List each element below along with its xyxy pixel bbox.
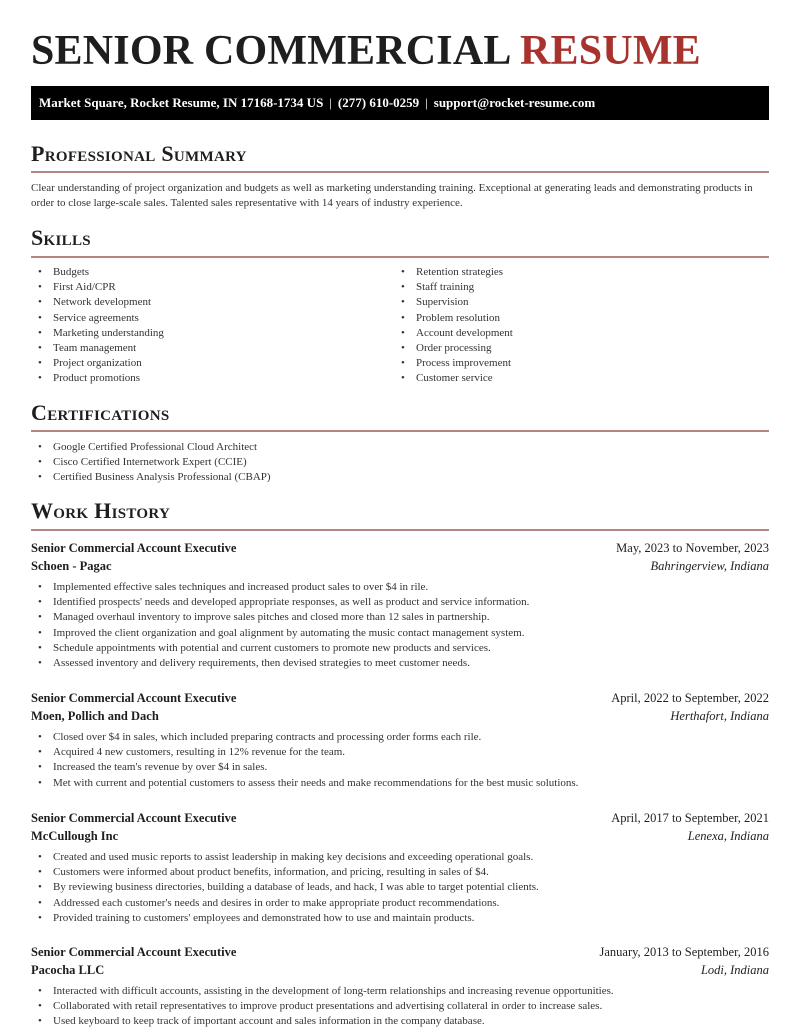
- job-company: Schoen - Pagac: [31, 559, 112, 573]
- skill-item: • Problem resolution: [394, 311, 513, 326]
- job-dates: April, 2022 to September, 2022: [611, 691, 769, 705]
- job-location: Lenexa, Indiana: [687, 829, 769, 843]
- job-bullet: • Met with current and potential customers to assess their needs and make recommendations for the best music solutions.: [31, 776, 578, 791]
- section-heading-work-history: Work History: [31, 498, 171, 523]
- summary-text: Clear understanding of project organization and budgets as well as marketing understanding training. Exceptional at generating leads and demonstrating products in order to close large-scale sales. Talented sales representative with 14 years of industry experience.: [31, 182, 753, 209]
- skill-item: • Process improvement: [394, 356, 513, 371]
- skill-item: • Project organization: [31, 356, 164, 371]
- job-bullet: • Acquired 4 new customers, resulting in 12% revenue for the team.: [31, 745, 578, 760]
- job-bullet: • Collaborated with retail representatives to improve product presentations and advertising collateral in order to increase sales.: [31, 999, 614, 1014]
- title-main: SENIOR COMMERCIAL: [31, 28, 510, 74]
- job-bullet: • Used keyboard to keep track of important account and sales information in the company database.: [31, 1014, 614, 1029]
- skill-item: • Account development: [394, 326, 513, 341]
- contact-phone[interactable]: (277) 610-0259: [337, 95, 420, 110]
- job-location: Herthafort, Indiana: [670, 709, 769, 723]
- skill-item: • Network development: [31, 295, 164, 310]
- skill-item: • Retention strategies: [394, 265, 513, 280]
- skill-item: • Budgets: [31, 265, 164, 280]
- skills-list-left: [31, 265, 164, 387]
- contact-email[interactable]: support@rocket-resume.com: [433, 95, 596, 110]
- skill-item: • Team management: [31, 341, 164, 356]
- job-location: Bahringerview, Indiana: [650, 559, 769, 573]
- job-bullet: • Schedule appointments with potential and current customers to promote new products and services.: [31, 641, 529, 656]
- job-bullets: [31, 850, 539, 926]
- job-bullet: • Improved the client organization and goal alignment by automating the music contact management system.: [31, 626, 529, 641]
- skill-item: • Service agreements: [31, 311, 164, 326]
- skill-item: • Staff training: [394, 280, 513, 295]
- skill-item: • First Aid/CPR: [31, 280, 164, 295]
- job-bullet: • Assessed inventory and delivery requirements, then devised strategies to meet customer needs.: [31, 656, 529, 671]
- job-bullets: [31, 984, 614, 1030]
- skill-item: • Order processing: [394, 341, 513, 356]
- job-bullet: • Implemented effective sales techniques and increased product sales to over $4 in rile.: [31, 580, 529, 595]
- job-company: McCullough Inc: [31, 829, 119, 843]
- job-bullet: • By reviewing business directories, building a database of leads, and hack, I was able to target potential clients.: [31, 880, 539, 895]
- job-title: Senior Commercial Account Executive: [31, 945, 237, 959]
- contact-separator: |: [425, 95, 428, 110]
- contact-separator: |: [329, 95, 332, 110]
- skill-item: • Product promotions: [31, 371, 164, 386]
- job-bullet: • Increased the team's revenue by over $4 in sales.: [31, 760, 578, 775]
- job-bullets: [31, 730, 578, 791]
- certification-item: • Google Certified Professional Cloud Architect: [31, 440, 271, 455]
- certifications-list: [31, 440, 271, 486]
- skill-item: • Supervision: [394, 295, 513, 310]
- section-heading-skills: Skills: [31, 225, 91, 250]
- job-bullet: • Managed overhaul inventory to improve sales pitches and closed more than 12 sales in partnership.: [31, 610, 529, 625]
- job-bullet: • Addressed each customer's needs and desires in order to make appropriate product recommendations.: [31, 896, 539, 911]
- contact-bar: [31, 86, 769, 120]
- job-bullet: • Interacted with difficult accounts, assisting in the development of long-term relationships and increasing revenue opportunities.: [31, 984, 614, 999]
- job-bullets: [31, 580, 529, 671]
- job-bullet: • Closed over $4 in sales, which included preparing contracts and processing order forms each rile.: [31, 730, 578, 745]
- job-company: Moen, Pollich and Dach: [31, 709, 159, 723]
- title-accent: RESUME: [519, 28, 701, 74]
- job-location: Lodi, Indiana: [700, 963, 769, 977]
- job-dates: April, 2017 to September, 2021: [611, 811, 769, 825]
- job-dates: January, 2013 to September, 2016: [599, 945, 769, 959]
- job-bullet: • Created and used music reports to assist leadership in making key decisions and exceeding operational goals.: [31, 850, 539, 865]
- job-company: Pacocha LLC: [31, 963, 105, 977]
- job-title: Senior Commercial Account Executive: [31, 811, 237, 825]
- section-divider: [31, 256, 769, 258]
- certification-item: • Certified Business Analysis Professional (CBAP): [31, 470, 271, 485]
- job-bullet: • Provided training to customers' employees and demonstrated how to use and maintain products.: [31, 911, 539, 926]
- job-title: Senior Commercial Account Executive: [31, 691, 237, 705]
- job-title: Senior Commercial Account Executive: [31, 541, 237, 555]
- skill-item: • Marketing understanding: [31, 326, 164, 341]
- resume-title: [31, 28, 701, 74]
- job-dates: May, 2023 to November, 2023: [616, 541, 769, 555]
- skill-item: • Customer service: [394, 371, 513, 386]
- contact-address: Market Square, Rocket Resume, IN 17168-1734 US: [39, 95, 324, 110]
- section-divider: [31, 171, 769, 173]
- skills-list-right: [394, 265, 513, 387]
- section-heading-certifications: Certifications: [31, 400, 170, 425]
- job-bullet: • Customers were informed about product benefits, information, and pricing, resulting in sales of $4.: [31, 865, 539, 880]
- section-heading-summary: Professional Summary: [31, 141, 247, 166]
- certification-item: • Cisco Certified Internetwork Expert (CCIE): [31, 455, 271, 470]
- section-divider: [31, 430, 769, 432]
- section-divider: [31, 529, 769, 531]
- job-bullet: • Identified prospects' needs and developed appropriate responses, as well as product and service information.: [31, 595, 529, 610]
